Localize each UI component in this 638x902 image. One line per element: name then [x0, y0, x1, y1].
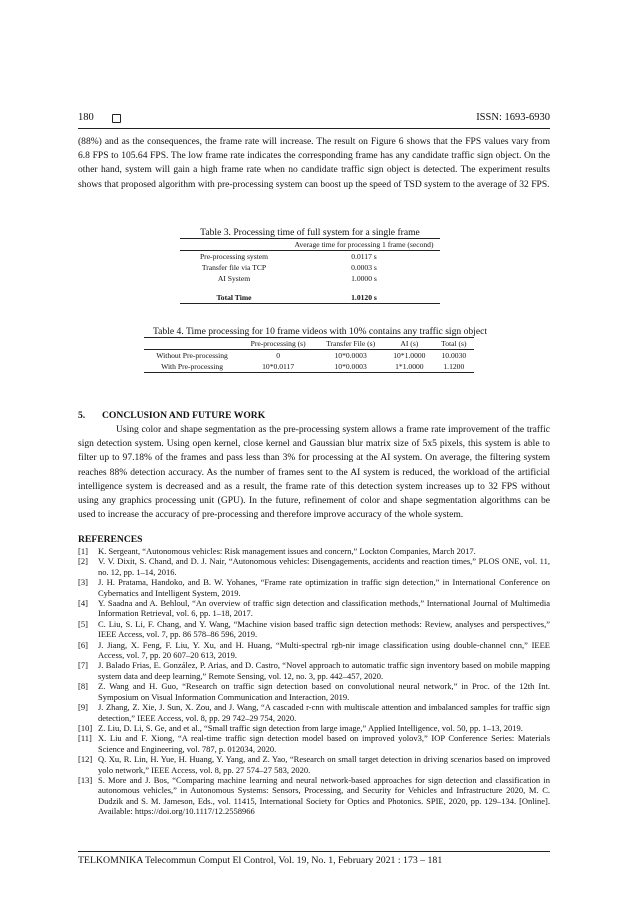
table3-spacer [180, 284, 440, 292]
footer-rule [78, 851, 550, 852]
reference-text: K. Sergeant, “Autonomous vehicles: Risk management issues and concern,” Lockton Companies, March 2017. [98, 546, 476, 556]
table-row [144, 350, 474, 362]
references-heading: REFERENCES [78, 534, 143, 545]
reference-text: S. More and J. Bos, “Comparing machine learning and neural network-based approaches for sign detection and classification in autonomous vehicles,” in Autonomous Systems: Sensors, Processing, and Security for Vehicles and Infrastructure 2020, M. C. Dudzik and S. M. Jameson, Eds., vol. 11415, International Society for Optics and Photonics. SPIE, 2020, pp. 129–134. [Online]. Available: https://doi.org/10.1117/12.2558966 [98, 774, 550, 817]
reference-text: J. Zhang, Z. Xie, J. Sun, X. Zou, and J. Wang, “A cascaded r-cnn with multiscale attention and imbalanced samples for traffic sign detection,” IEEE Access, vol. 8, pp. 29 742–29 754, 2020. [98, 702, 550, 723]
reference-number: [4] [78, 598, 88, 609]
list-item [78, 619, 550, 640]
table4-col-header: Total (s) [434, 338, 474, 350]
table3-caption: Table 3. Processing time of full system for a single frame [200, 227, 420, 238]
reference-text: Z. Liu, D. Li, S. Ge, and et al., “Small traffic sign detection from large image,” Applied Intelligence, vol. 50, pp. 1–13, 2019. [98, 722, 523, 733]
table4-cell: Without Pre-processing [156, 351, 228, 360]
reference-number: [12] [78, 754, 93, 765]
reference-number: [8] [78, 681, 88, 692]
list-item [78, 598, 550, 619]
reference-text: C. Liu, S. Li, F. Chang, and Y. Wang, “Machine vision based traffic sign detection methods: Review, analyses and perspectives,” IEEE Access, vol. 7, pp. 86 578–86 596, 2019. [98, 618, 550, 640]
header-rule [78, 128, 550, 129]
reference-text: V. V. Dixit, S. Chand, and D. J. Nair, “Autonomous vehicles: Disengagements, accidents and reaction times,” PLOS ONE, vol. 11, no. 12, pp. 1–14, 2016. [98, 556, 550, 577]
reference-text: Q. Xu, R. Lin, H. Yue, H. Huang, Y. Yang, and Z. Yao, “Research on small target detection in driving scenarios based on improved yolo network,” IEEE Access, vol. 8, pp. 27 574–27 583, 2020. [98, 754, 550, 775]
table4-cell: With Pre-processing [144, 361, 240, 373]
list-item [78, 546, 550, 556]
references-list [78, 546, 550, 817]
reference-number: [11] [78, 733, 92, 744]
section-number: 5. [78, 410, 86, 421]
table4-col-header: Transfer File (s) [316, 338, 385, 350]
list-item [78, 775, 550, 817]
table-row [180, 251, 440, 263]
table3-row-label: Transfer file via TCP [201, 263, 267, 272]
reference-text: Y. Saadna and A. Behloul, “An overview of traffic sign detection and classification methods,” International Journal of Multimedia Information Retrieval, vol. 6, pp. 1–18, 2017. [98, 598, 550, 619]
reference-number: [9] [78, 702, 88, 713]
table4-cell: 10*0.0003 [334, 351, 367, 360]
reference-text: J. Jiang, X. Feng, F. Liu, Y. Xu, and H. Huang, “Multi-spectral rgb-nir image classification using double-channel cnn,” IEEE Access, vol. 7, pp. 20 607–20 613, 2019. [98, 639, 550, 661]
table3 [180, 238, 440, 304]
reference-number: [3] [78, 577, 88, 588]
list-item [78, 702, 550, 723]
square-icon [112, 114, 121, 123]
table3-total-row [180, 292, 440, 304]
table3-row-value: 0.0117 s [351, 252, 377, 261]
conclusion-paragraph: Using color and shape segmentation as the pre-processing system allows a frame rate improvement of the traffic sign detection system. Using open kernel, close kernel and Gaussian blur matrix size of 5x5 pixels, this system is able to filter up to 97.18% of the frames and pass less than 3% for processing at the AI system. On average, the filtering system reaches 88% detection accuracy. As the number of frames sent to the AI system is reduced, the workload of the artificial intelligence system is decreased and as a result, the frame rate of this detection system increases up to 32 FPS without using any graphics processing unit (GPU). In the future, refinement of color and shape segmentation algorithms can be used to increase the accuracy of pre-processing and therefore improve accuracy of the whole system. [78, 424, 550, 521]
running-footer: TELKOMNIKA Telecommun Comput El Control, Vol. 19, No. 1, February 2021 : 173 – 181 [78, 855, 443, 866]
running-header [78, 112, 550, 126]
section-heading [78, 410, 265, 421]
table4-cell: 10*1.0000 [393, 351, 426, 360]
table4-cell: 1.1200 [434, 361, 474, 373]
page-number: 180 [78, 112, 94, 123]
reference-number: [2] [78, 556, 88, 567]
list-item [78, 754, 550, 775]
table4-cell: 10.0030 [441, 351, 467, 360]
section-title: CONCLUSION AND FUTURE WORK [102, 410, 266, 421]
table4-cell: 0 [276, 351, 281, 360]
table4-col-header: AI (s) [385, 338, 434, 350]
table4-col-header: Pre-processing (s) [240, 338, 316, 350]
reference-text: J. H. Pratama, Handoko, and B. W. Yohanes, “Frame rate optimization in traffic sign detection,” in International Conference on Cybernatics and Intelligent System, 2019. [98, 577, 550, 598]
issn: ISSN: 1693-6930 [476, 112, 550, 123]
table4-header-row [144, 338, 474, 350]
list-item [78, 681, 550, 702]
reference-text: J. Balado Frias, E. González, P. Arias, and D. Castro, “Novel approach to automatic traffic sign inventory based on mobile mapping system data and deep learning,” Remote Sensing, vol. 12, no. 3, pp. 442–457, 2020. [98, 660, 550, 681]
table3-header: Average time for processing 1 frame (second) [288, 239, 440, 251]
table4-cell: 10*0.0117 [240, 361, 316, 373]
list-item [78, 556, 550, 577]
table3-corner [180, 239, 288, 251]
reference-number: [13] [78, 774, 93, 785]
list-item [78, 723, 550, 733]
table4-col-header [144, 338, 240, 350]
list-item [78, 733, 550, 754]
table3-total-value: 1.0120 s [288, 292, 440, 304]
table4-cell: 1*1.0000 [385, 361, 434, 373]
list-item [78, 660, 550, 681]
list-item [78, 577, 550, 598]
list-item [78, 640, 550, 661]
table3-total-label: Total Time [180, 292, 288, 304]
reference-number: [1] [78, 546, 88, 556]
table-row [144, 361, 474, 373]
table-row [180, 273, 440, 284]
reference-number: [5] [78, 618, 88, 629]
table4-caption: Table 4. Time processing for 10 frame videos with 10% contains any traffic sign object [152, 326, 488, 337]
reference-text: X. Liu and F. Xiong, “A real-time traffic sign detection model based on improved yolov3,” IOP Conference Series: Materials Science and Engineering, vol. 787, p. 012034, 2020. [98, 733, 550, 754]
table3-row-value: 1.0000 s [351, 274, 377, 283]
table4 [144, 337, 474, 373]
table4-cell: 10*0.0003 [316, 361, 385, 373]
table3-row-label: Pre-processing system [199, 252, 269, 261]
reference-text: Z. Wang and H. Guo, “Research on traffic sign detection based on convolutional neural network,” in Proc. of the 12th Int. Symposium on Visual Information Communication and Interaction, 2019. [98, 681, 550, 702]
reference-number: [10] [78, 722, 93, 733]
reference-number: [7] [78, 660, 88, 671]
table3-row-value: 0.0003 s [351, 263, 377, 272]
intro-paragraph: (88%) and as the consequences, the frame rate will increase. The result on Figure 6 shows that the FPS values vary from 6.8 FPS to 105.64 FPS. The low frame rate indicates the corresponding frame has any candidate traffic sign object. On the other hand, system will gain a high frame rate when no candidate traffic sign object is detected. The experiment results shows that proposed algorithm with pre-processing system can boost up the speed of TSD system to the average of 32 FPS. [78, 136, 550, 190]
table-row [180, 262, 440, 273]
reference-number: [6] [78, 639, 88, 650]
table3-row-label: AI System [217, 274, 251, 283]
